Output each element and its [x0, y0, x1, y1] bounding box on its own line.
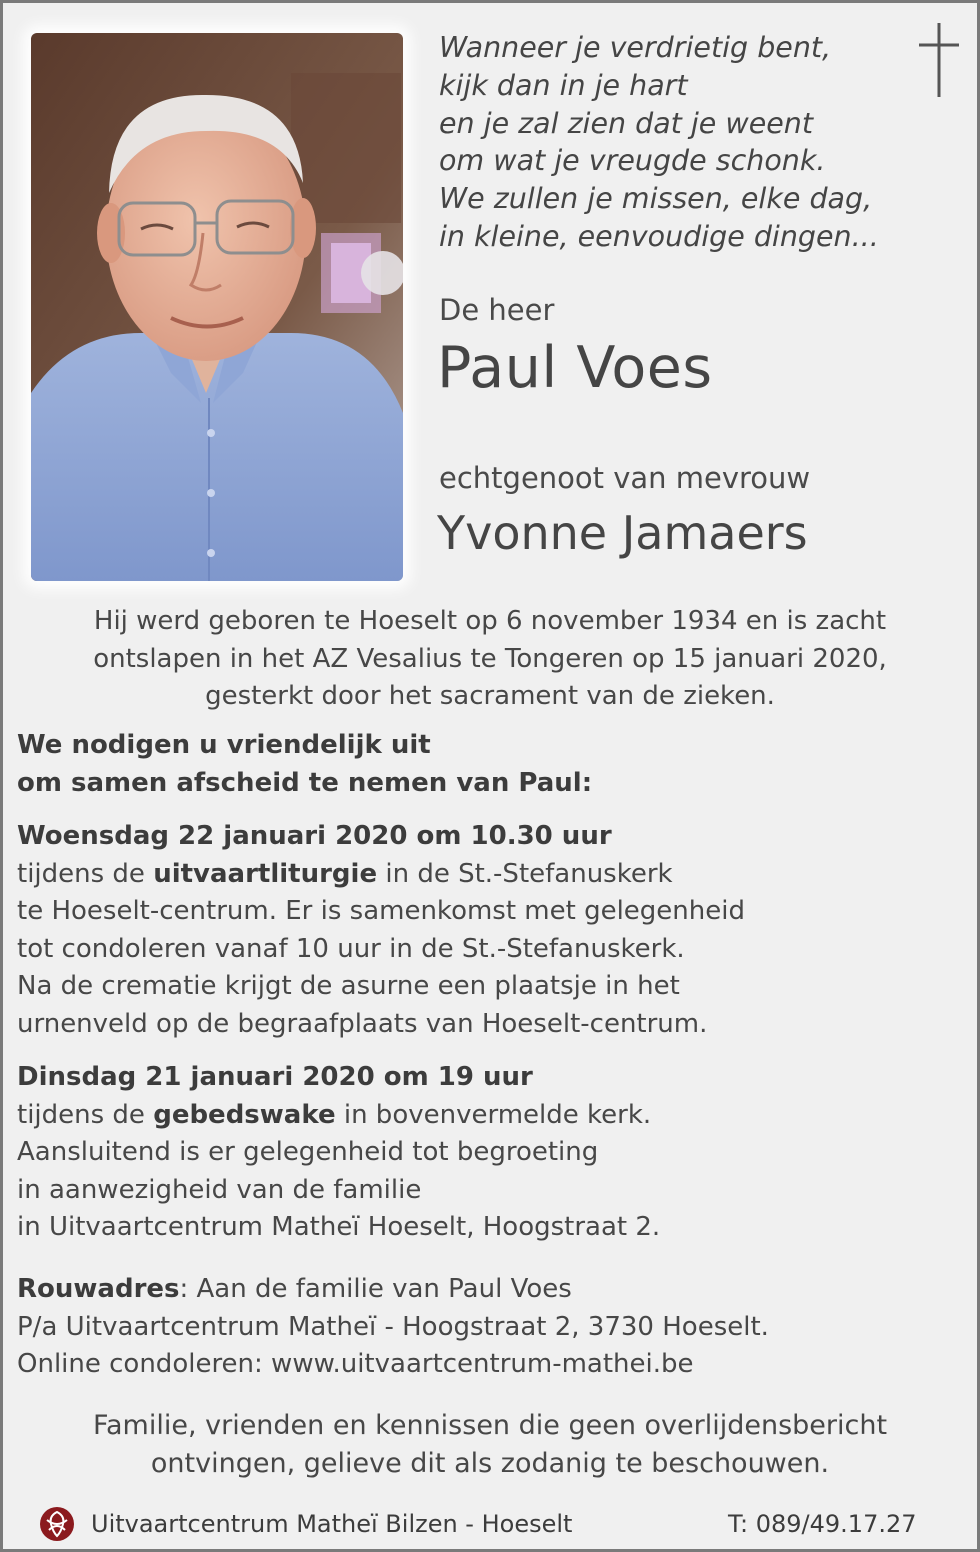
poem [439, 29, 909, 256]
invitation-line: om samen afscheid te nemen van Paul: [17, 767, 593, 798]
invitation [17, 727, 967, 802]
closing-note [3, 1407, 977, 1482]
portrait-photo [31, 33, 403, 581]
condolence-link[interactable]: Online condoleren: www.uitvaartcentrum-mathei.be [17, 1349, 694, 1379]
wake-section [17, 1059, 967, 1247]
address-section [17, 1271, 967, 1384]
poem-line: en je zal zien dat je weent [439, 106, 814, 140]
spouse-name: Yvonne Jamaers [437, 506, 808, 560]
address-recipient: : Aan de familie van Paul Voes [179, 1274, 572, 1304]
cross-icon [915, 21, 963, 101]
wake-heading: Dinsdag 21 januari 2020 om 19 uur [17, 1062, 533, 1092]
wake-line [17, 1097, 967, 1135]
deceased-title: De heer [439, 293, 555, 327]
wake-line: in Uitvaartcentrum Matheï Hoeselt, Hoogstraat 2. [17, 1212, 661, 1242]
funeral-line [17, 856, 967, 894]
deceased-name: Paul Voes [437, 335, 713, 401]
footer [33, 1502, 943, 1548]
wake-line-post: in bovenvermelde kerk. [335, 1099, 652, 1130]
birth-line: ontslapen in het AZ Vesalius te Tongeren op 15 januari 2020, [93, 643, 887, 674]
birth-death-details [3, 603, 977, 716]
poem-line: in kleine, eenvoudige dingen... [439, 219, 879, 253]
funeral-line: te Hoeselt-centrum. Er is samenkomst met gelegenheid [17, 896, 745, 926]
funeral-line: urnenveld op de begraafplaats van Hoeselt-centrum. [17, 1008, 708, 1039]
wake-line-pre: tijdens de [17, 1099, 154, 1130]
wake-line: in aanwezigheid van de familie [17, 1174, 422, 1205]
closing-line: ontvingen, gelieve dit als zodanig te beschouwen. [150, 1447, 830, 1479]
address-line [17, 1271, 967, 1309]
address-line: P/a Uitvaartcentrum Matheï - Hoogstraat 2, 3730 Hoeselt. [17, 1311, 769, 1342]
funeral-ceremony-type: uitvaartliturgie [153, 858, 378, 889]
birth-line: gesterkt door het sacrament van de zieken. [205, 681, 775, 711]
address-label: Rouwadres [17, 1274, 180, 1304]
closing-line: Familie, vrienden en kennissen die geen overlijdensbericht [92, 1410, 888, 1441]
funeral-home-phone: T: 089/49.17.27 [728, 1510, 917, 1538]
poem-line: We zullen je missen, elke dag, [439, 182, 873, 216]
funeral-home-name: Uitvaartcentrum Matheï Bilzen - Hoeselt [91, 1510, 573, 1538]
spouse-label: echtgenoot van mevrouw [439, 461, 811, 495]
funeral-line-pre: tijdens de [17, 858, 154, 889]
birth-line: Hij werd geboren te Hoeselt op 6 november 1934 en is zacht [93, 606, 887, 636]
funeral-heading: Woensdag 22 januari 2020 om 10.30 uur [17, 821, 612, 851]
funeral-section [17, 818, 967, 1043]
funeral-line-post: in de St.-Stefanuskerk [377, 858, 673, 889]
invitation-line: We nodigen u vriendelijk uit [17, 730, 431, 760]
poem-line: kijk dan in je hart [439, 68, 688, 102]
funeral-home-logo-icon [39, 1506, 75, 1542]
poem-line: om wat je vreugde schonk. [439, 144, 826, 178]
funeral-line: Na de crematie krijgt de asurne een plaatsje in het [17, 971, 680, 1001]
poem-line: Wanneer je verdrietig bent, [439, 31, 832, 64]
funeral-line: tot condoleren vanaf 10 uur in de St.-Stefanuskerk. [17, 933, 685, 964]
wake-line: Aansluitend is er gelegenheid tot begroeting [17, 1137, 599, 1167]
wake-ceremony-type: gebedswake [153, 1099, 336, 1130]
